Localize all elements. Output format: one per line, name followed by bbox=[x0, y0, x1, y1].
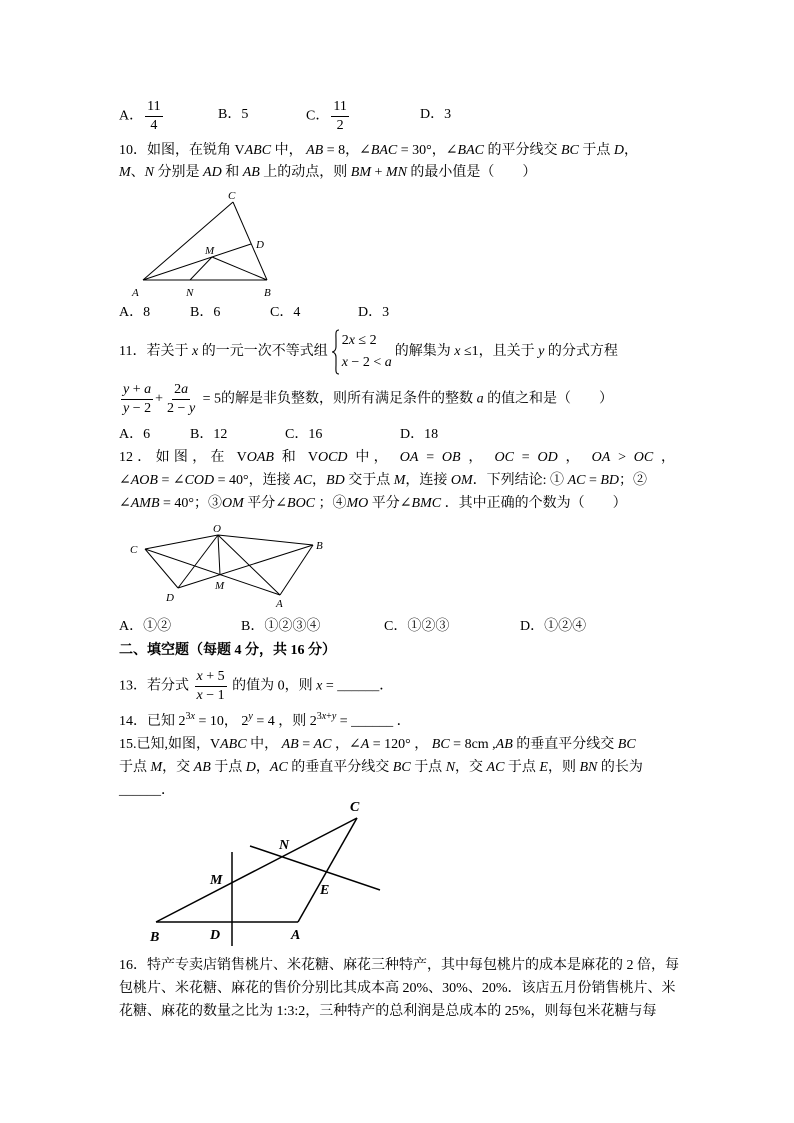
segment-ac bbox=[145, 549, 280, 595]
math-variable: N bbox=[144, 165, 155, 180]
text-run: 的分式方程 bbox=[544, 344, 618, 360]
q10-option-b bbox=[190, 303, 220, 323]
text-run: 交于点 bbox=[344, 473, 394, 488]
math-variable: a bbox=[384, 355, 392, 370]
math-variable: OM bbox=[222, 496, 244, 511]
math-variable: AB bbox=[495, 737, 513, 752]
text-run: = bbox=[298, 737, 314, 752]
text-run: C． bbox=[306, 108, 330, 124]
fraction bbox=[121, 382, 153, 417]
q12-stem-line-2 bbox=[119, 471, 647, 491]
text-run: − 2 < bbox=[347, 355, 385, 370]
q12-option-c bbox=[384, 617, 449, 637]
text-run: = 10， 2 bbox=[194, 714, 249, 729]
math-variable: y bbox=[123, 401, 130, 416]
text-run: 的值为 0，则 bbox=[228, 678, 317, 694]
fraction-numerator bbox=[195, 669, 227, 687]
text-run: 2 bbox=[341, 333, 349, 348]
math-variable: AC bbox=[269, 760, 288, 775]
math-variable: M bbox=[150, 760, 163, 775]
text-run: ， bbox=[312, 473, 327, 488]
text-run: ；④ bbox=[315, 496, 347, 511]
text-run: ，交 bbox=[455, 760, 487, 775]
point-label-o: O bbox=[213, 523, 221, 535]
text-run: ______ bbox=[119, 783, 161, 798]
text-run: 2 − bbox=[167, 401, 189, 416]
text-run: B．5 bbox=[218, 107, 249, 122]
text-run: 2 bbox=[336, 118, 344, 133]
point-label-n: N bbox=[279, 838, 290, 853]
text-run: 11．若关于 bbox=[119, 344, 192, 360]
math-variable: BC bbox=[431, 737, 450, 752]
math-variable: D bbox=[613, 143, 624, 158]
q11-stem-line-1 bbox=[119, 329, 618, 375]
math-variable: COD bbox=[184, 473, 215, 488]
point-label-n: N bbox=[186, 287, 194, 299]
math-variable: x bbox=[341, 355, 348, 370]
q12-option-b bbox=[241, 617, 320, 637]
text-run: = 8cm , bbox=[449, 737, 496, 752]
fraction bbox=[195, 669, 227, 704]
text-run: = bbox=[513, 450, 538, 465]
math-variable: OC bbox=[494, 450, 514, 465]
superscript bbox=[186, 711, 195, 722]
text-run: ， bbox=[653, 450, 676, 465]
text-run: ；② bbox=[619, 473, 648, 488]
q9-option-d bbox=[420, 105, 451, 125]
text-run: = bbox=[585, 473, 601, 488]
q10-stem-line-1 bbox=[119, 141, 638, 161]
point-label-b: B bbox=[316, 540, 323, 552]
point-label-b: B bbox=[264, 287, 271, 299]
math-variable: AC bbox=[294, 473, 313, 488]
text-run: ，则 bbox=[547, 760, 580, 775]
text-run: 10．如图，在锐角 bbox=[119, 143, 235, 158]
text-run: 15.已知,如图， bbox=[119, 737, 210, 752]
q12-stem-line-1 bbox=[119, 448, 675, 468]
text-run: 的垂直平分线交 bbox=[512, 737, 618, 752]
text-run: = 8，∠ bbox=[323, 143, 371, 158]
math-variable: BOC bbox=[287, 496, 316, 511]
text-run: D．18 bbox=[400, 427, 439, 442]
system-row bbox=[342, 352, 392, 374]
text-run: 2 bbox=[174, 382, 182, 397]
math-variable: AB bbox=[281, 737, 299, 752]
text-run: ∠ bbox=[119, 473, 131, 488]
fraction-denominator bbox=[195, 687, 227, 704]
math-variable: x bbox=[196, 669, 203, 684]
math-variable: OD bbox=[537, 450, 558, 465]
math-variable: ABC bbox=[220, 737, 247, 752]
math-variable: D bbox=[245, 760, 256, 775]
text-run: + bbox=[129, 382, 145, 397]
math-variable: a bbox=[181, 382, 189, 397]
point-label-c: C bbox=[350, 800, 360, 815]
q11-stem-line-2 bbox=[119, 382, 613, 417]
fraction-denominator bbox=[165, 400, 197, 417]
math-variable: N bbox=[445, 760, 456, 775]
math-variable: x bbox=[191, 344, 199, 360]
text-run: 14．已知 2 bbox=[119, 714, 186, 729]
text-run: = bbox=[336, 714, 352, 729]
section-heading-fill-in: 二、填空题（每题 4 分，共 16 分） bbox=[119, 643, 336, 658]
text-run: B．6 bbox=[190, 305, 221, 320]
math-variable: y bbox=[188, 401, 196, 416]
text-run: 中， bbox=[271, 143, 307, 158]
text-run: 的最小值是（ ） bbox=[406, 165, 537, 180]
point-label-m: M bbox=[205, 245, 215, 257]
text-run: 3 bbox=[316, 711, 322, 722]
point-label-d: D bbox=[210, 928, 221, 943]
q13-stem bbox=[119, 669, 393, 704]
text-run: + bbox=[326, 711, 332, 722]
text-run: ．其中正确的个数为（ ） bbox=[441, 496, 627, 511]
text-run: ______ bbox=[351, 714, 394, 729]
text-run: = bbox=[418, 450, 442, 465]
text-run: = ∠ bbox=[157, 473, 185, 488]
math-variable: x bbox=[316, 678, 323, 694]
fraction-numerator bbox=[145, 99, 162, 117]
text-run: 于点 bbox=[210, 760, 246, 775]
math-variable: BMC bbox=[411, 496, 442, 511]
text-run: + 5 bbox=[202, 669, 225, 684]
math-variable: AC bbox=[567, 473, 586, 488]
math-variable: OAB bbox=[246, 450, 274, 465]
segment-ob bbox=[218, 535, 313, 545]
segment-om bbox=[218, 535, 220, 575]
text-run: 花糖、麻花的数量之比为 1:3:2，三种特产的总利润是总成本的 25%，则每包米花糖与每 bbox=[119, 1004, 657, 1019]
text-run: D．3 bbox=[358, 305, 390, 320]
text-run: V bbox=[234, 143, 245, 158]
text-run: 和 bbox=[273, 450, 308, 465]
fraction-numerator bbox=[172, 382, 190, 400]
text-run: 中， bbox=[246, 737, 282, 752]
text-run: 12．如图，在 bbox=[119, 450, 237, 465]
q10-option-a bbox=[119, 303, 150, 323]
text-run: A． bbox=[119, 108, 144, 124]
text-run: ． bbox=[393, 714, 411, 729]
point-label-a: A bbox=[132, 287, 139, 299]
text-run: = 5的解是非负整数，则所有满足条件的整数 bbox=[199, 391, 477, 407]
text-run: ≤ 2 bbox=[354, 333, 377, 348]
text-run: 的解集为 bbox=[394, 344, 455, 360]
text-run: ，交 bbox=[162, 760, 194, 775]
fraction-numerator bbox=[331, 99, 348, 117]
text-run: C．①②③ bbox=[384, 619, 450, 634]
math-variable: OB bbox=[441, 450, 461, 465]
math-variable: M bbox=[393, 473, 406, 488]
math-variable: AB bbox=[242, 165, 260, 180]
text-run: D．3 bbox=[420, 107, 452, 122]
text-run: B．①②③④ bbox=[241, 619, 321, 634]
math-variable: AC bbox=[486, 760, 505, 775]
math-variable: OA bbox=[399, 450, 419, 465]
text-run: ．下列结论: ① bbox=[472, 473, 568, 488]
text-run: 的平分线交 bbox=[483, 143, 561, 158]
text-run: 11 bbox=[333, 99, 347, 114]
text-run: = 4 ，则 2 bbox=[252, 714, 317, 729]
math-variable: BAC bbox=[370, 143, 398, 158]
text-run: ． bbox=[161, 783, 175, 798]
text-run: 11 bbox=[147, 99, 161, 114]
text-run: A．8 bbox=[119, 305, 151, 320]
math-variable: AB bbox=[193, 760, 211, 775]
q10-option-c bbox=[270, 303, 300, 323]
math-variable: x bbox=[348, 333, 355, 348]
text-run: 16．特产专卖店销售桃片、米花糖、麻花三种特产，其中每包桃片的成本是麻花的 2 倍，每 bbox=[119, 958, 679, 973]
text-run: 于点 bbox=[410, 760, 446, 775]
text-run: − 1 bbox=[202, 688, 225, 703]
math-variable: BAC bbox=[457, 143, 484, 158]
system-row bbox=[342, 330, 392, 352]
q12-figure bbox=[125, 518, 335, 613]
point-label-b: B bbox=[150, 930, 160, 945]
segment-ca bbox=[143, 202, 233, 280]
text-run: 于点 bbox=[119, 760, 151, 775]
text-run: − 2 bbox=[129, 401, 152, 416]
text-run: ∠ bbox=[119, 496, 131, 511]
math-variable: BD bbox=[326, 473, 345, 488]
text-run: 包桃片、米花糖、麻花的售价分别比其成本高 20%、30%、20%．该店五月份销售桃片、米 bbox=[119, 981, 676, 996]
point-label-m: M bbox=[215, 580, 225, 592]
fraction bbox=[331, 99, 348, 134]
q15-stem-line-1 bbox=[119, 735, 636, 755]
point-label-d: D bbox=[166, 592, 174, 604]
math-variable: MO bbox=[346, 496, 369, 511]
left-brace bbox=[331, 329, 340, 375]
q11-option-c bbox=[285, 425, 322, 445]
text-run: = 120° ， bbox=[369, 737, 432, 752]
math-variable: AD bbox=[203, 165, 222, 180]
text-run: = 40°，连接 bbox=[214, 473, 295, 488]
text-run: ≤1，且关于 bbox=[460, 344, 539, 360]
text-run: 13．若分式 bbox=[119, 678, 193, 694]
text-run: ， bbox=[557, 450, 592, 465]
text-run: 和 bbox=[221, 165, 243, 180]
q11-option-a bbox=[119, 425, 150, 445]
segment-ad bbox=[143, 244, 251, 280]
text-run: V bbox=[210, 737, 221, 752]
superscript bbox=[317, 711, 337, 722]
math-variable: BM bbox=[350, 165, 372, 180]
text-run: ，∠ bbox=[331, 737, 361, 752]
fraction-numerator bbox=[121, 382, 153, 400]
text-run: ， bbox=[460, 450, 495, 465]
q9-option-a bbox=[119, 99, 165, 134]
text-run: > bbox=[610, 450, 634, 465]
point-label-m: M bbox=[210, 873, 223, 888]
q12-option-a bbox=[119, 617, 171, 637]
text-run: C．16 bbox=[285, 427, 323, 442]
q12-option-d bbox=[520, 617, 586, 637]
text-run: 4 bbox=[150, 118, 158, 133]
math-variable: ABC bbox=[244, 143, 272, 158]
text-run: 中， bbox=[347, 450, 400, 465]
fraction-denominator bbox=[148, 117, 159, 134]
point-label-d: D bbox=[256, 239, 264, 251]
math-variable: OC bbox=[633, 450, 654, 465]
math-variable: OM bbox=[450, 473, 473, 488]
text-run: 3 bbox=[185, 711, 191, 722]
math-variable: a bbox=[476, 391, 484, 407]
point-label-a: A bbox=[291, 928, 301, 943]
text-run: ， bbox=[623, 143, 638, 158]
math-variable: x bbox=[190, 711, 195, 722]
q16-stem-line-3 bbox=[119, 1002, 656, 1022]
math-variable: OA bbox=[591, 450, 611, 465]
math-variable: x bbox=[196, 688, 203, 703]
math-variable: y bbox=[248, 711, 253, 722]
q15-figure bbox=[145, 798, 390, 948]
q10-figure bbox=[125, 185, 285, 303]
q9-option-c bbox=[306, 99, 351, 134]
text-run: B．12 bbox=[190, 427, 228, 442]
perpendicular-bisector-ac bbox=[250, 846, 380, 890]
text-run: 平分∠ bbox=[368, 496, 412, 511]
text-run: 的值之和是（ ） bbox=[483, 391, 614, 407]
math-variable: y bbox=[331, 711, 337, 722]
q14-stem bbox=[119, 712, 411, 732]
q11-option-d bbox=[400, 425, 438, 445]
fraction bbox=[165, 382, 197, 417]
math-variable: BN bbox=[579, 760, 598, 775]
q10-option-d bbox=[358, 303, 389, 323]
text-run: + bbox=[155, 391, 164, 407]
text-run: 的垂直平分线交 bbox=[287, 760, 393, 775]
math-variable: BC bbox=[560, 143, 579, 158]
fraction-denominator bbox=[335, 117, 346, 134]
q11-option-b bbox=[190, 425, 227, 445]
text-run: C．4 bbox=[270, 305, 301, 320]
math-variable: E bbox=[539, 760, 548, 775]
text-run: 于点 bbox=[504, 760, 540, 775]
q9-option-b bbox=[218, 105, 248, 125]
math-variable: y bbox=[123, 382, 130, 397]
text-run: 平分∠ bbox=[243, 496, 288, 511]
q10-stem-line-2 bbox=[119, 163, 536, 183]
segment-oc bbox=[145, 535, 218, 549]
math-variable: AOB bbox=[130, 473, 158, 488]
fraction bbox=[145, 99, 162, 134]
text-run: = 30°，∠ bbox=[397, 143, 458, 158]
fraction-denominator bbox=[121, 400, 153, 417]
segment-bd bbox=[178, 545, 313, 588]
q12-stem-line-3 bbox=[119, 494, 627, 514]
segment-ab bbox=[280, 545, 313, 595]
math-variable: MN bbox=[385, 165, 407, 180]
text-run: ______ bbox=[337, 678, 380, 694]
text-run: + bbox=[371, 165, 386, 180]
text-run: 的一元一次不等式组 bbox=[198, 344, 328, 360]
text-run: V bbox=[236, 450, 247, 465]
q16-stem-line-2 bbox=[119, 979, 675, 999]
q15-stem-line-2 bbox=[119, 758, 643, 778]
point-label-e: E bbox=[320, 883, 330, 898]
point-label-c: C bbox=[130, 544, 138, 556]
math-variable: y bbox=[538, 344, 545, 360]
text-run: 于点 bbox=[578, 143, 614, 158]
q16-stem-line-1 bbox=[119, 956, 679, 976]
point-label-a: A bbox=[276, 598, 283, 610]
text-run: ，连接 bbox=[405, 473, 451, 488]
math-variable: AMB bbox=[130, 496, 160, 511]
math-variable: BC bbox=[617, 737, 636, 752]
text-run: A．6 bbox=[119, 427, 151, 442]
text-run: V bbox=[307, 450, 318, 465]
text-run: 分别是 bbox=[154, 165, 204, 180]
text-run: ， bbox=[255, 760, 270, 775]
system-rows bbox=[342, 330, 392, 374]
text-run: 的长为 bbox=[597, 760, 643, 775]
math-variable: M bbox=[119, 165, 131, 180]
math-variable: a bbox=[144, 382, 152, 397]
text-run: D．①②④ bbox=[520, 619, 587, 634]
math-variable: AB bbox=[306, 143, 324, 158]
inequality-system bbox=[331, 329, 392, 375]
math-variable: A bbox=[360, 737, 370, 752]
text-run: = bbox=[322, 678, 338, 694]
text-run: ． bbox=[379, 678, 394, 694]
math-variable: BD bbox=[600, 473, 620, 488]
math-variable: x bbox=[321, 711, 327, 722]
math-variable: x bbox=[454, 344, 461, 360]
text-run: 上的动点，则 bbox=[259, 165, 351, 180]
math-variable: AC bbox=[313, 737, 332, 752]
math-variable: OCD bbox=[317, 450, 348, 465]
segment-od bbox=[178, 535, 218, 588]
text-run: = 40°；③ bbox=[159, 496, 222, 511]
text-run: A．①② bbox=[119, 619, 172, 634]
math-variable: BC bbox=[392, 760, 411, 775]
text-run: 、 bbox=[130, 165, 145, 180]
point-label-c: C bbox=[228, 190, 236, 202]
